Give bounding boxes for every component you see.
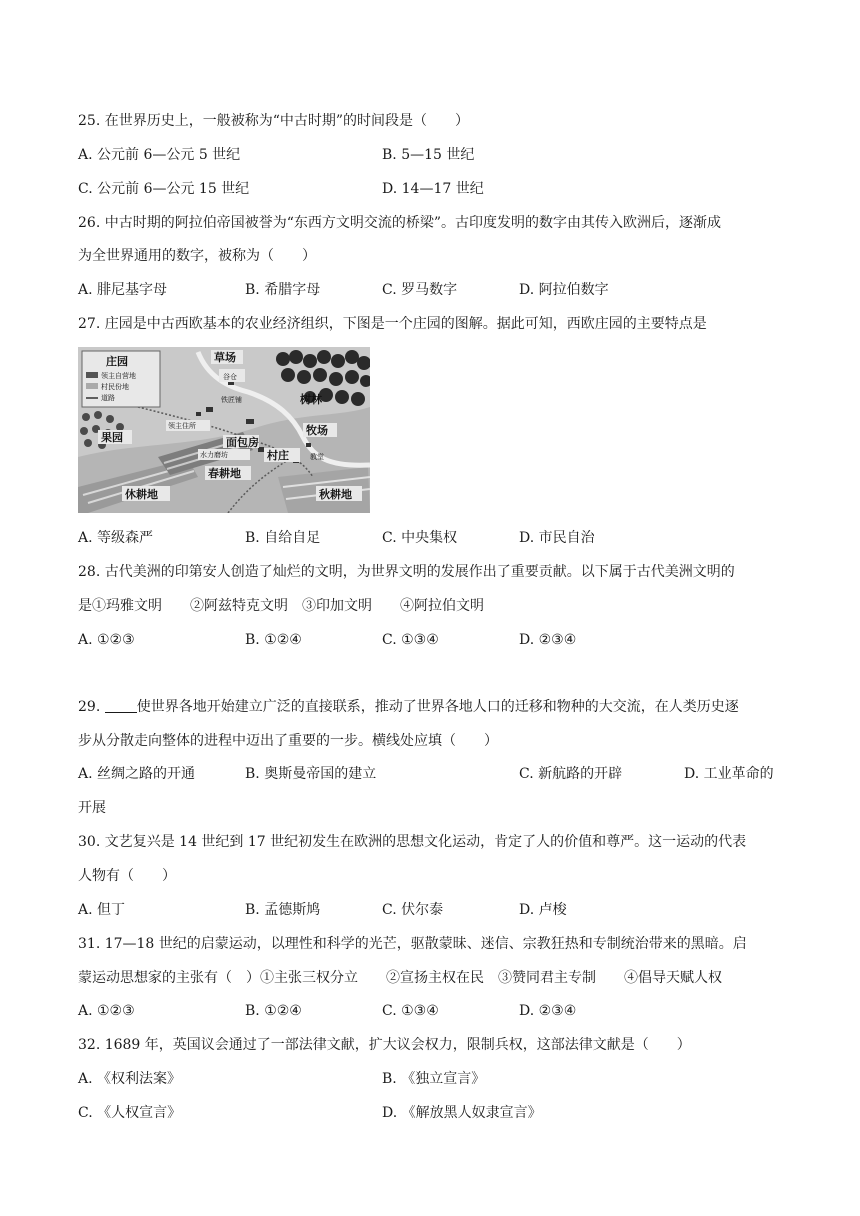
question-32-option-c[interactable]: C. 《人权宣言》 (78, 1105, 182, 1121)
label-lord-house: 领主住所 (168, 422, 196, 430)
question-29-stem-line-2: 步从分散走向整体的进程中迈出了重要的一步。横线处应填（ ） (78, 733, 498, 749)
question-28-stem-line-1: 28. 古代美洲的印第安人创造了灿烂的文明，为世界文明的发展作出了重要贡献。以下属于古代美洲文明的 (78, 564, 735, 580)
manor-map-image (78, 347, 370, 513)
question-29-stem-line-1 (78, 697, 739, 717)
question-29-option-b[interactable]: B. 奥斯曼帝国的建立 (245, 766, 377, 782)
label-fallow-field: 休耕地 (125, 488, 158, 501)
question-25-option-d[interactable]: D. 14—17 世纪 (382, 181, 484, 197)
label-church: 教堂 (310, 453, 324, 461)
question-26-option-d[interactable]: D. 阿拉伯数字 (519, 282, 609, 298)
question-31-option-c[interactable]: C. ①③④ (382, 1003, 439, 1019)
label-forest: 树林 (300, 393, 322, 406)
question-26-option-a[interactable]: A. 腓尼基字母 (78, 282, 168, 298)
label-smithy: 铁匠铺 (221, 396, 242, 404)
question-31-option-b[interactable]: B. ①②④ (245, 1003, 302, 1019)
label-autumn-field: 秋耕地 (319, 488, 352, 501)
question-31-stem-line-1: 31. 17—18 世纪的启蒙运动，以理性和科学的光芒，驱散蒙昧、迷信、宗教狂热和专制统治带来的黑暗。启 (78, 936, 747, 952)
legend-lord-demesne: 领主自营地 (101, 372, 136, 380)
question-27-option-a[interactable]: A. 等级森严 (78, 530, 154, 546)
question-27-option-d[interactable]: D. 市民自治 (519, 530, 595, 546)
question-30-option-b[interactable]: B. 孟德斯鸠 (245, 902, 321, 918)
legend-title: 庄园 (106, 355, 128, 368)
question-29-number: 29. (78, 699, 101, 715)
question-29-blank (105, 698, 137, 713)
question-29-stem-text: 使世界各地开始建立广泛的直接联系，推动了世界各地人口的迁移和物种的大交流，在人类历史逐 (136, 699, 739, 715)
question-31-stem-line-2: 蒙运动思想家的主张有（ ）①主张三权分立 ②宣扬主权在民 ③赞同君主专制 ④倡导天赋人权 (78, 970, 722, 986)
map-legend (82, 351, 160, 407)
label-granary: 谷仓 (223, 373, 237, 381)
question-29-option-d[interactable]: D. 工业革命的 (684, 766, 774, 782)
question-32-option-b[interactable]: B. 《独立宣言》 (382, 1071, 486, 1087)
question-27-option-b[interactable]: B. 自给自足 (245, 530, 321, 546)
manor-map-svg (78, 347, 370, 513)
question-25-option-a[interactable]: A. 公元前 6—公元 5 世纪 (78, 147, 241, 163)
legend-road: 道路 (101, 394, 115, 402)
question-28-stem-line-2: 是①玛雅文明 ②阿兹特克文明 ③印加文明 ④阿拉伯文明 (78, 598, 484, 614)
label-bakery: 面包房 (226, 436, 259, 449)
question-31-option-a[interactable]: A. ①②③ (78, 1003, 135, 1019)
question-29-option-a[interactable]: A. 丝绸之路的开通 (78, 766, 196, 782)
question-30-stem-line-1: 30. 文艺复兴是 14 世纪到 17 世纪初发生在欧洲的思想文化运动，肯定了人的价值和尊严。这一运动的代表 (78, 834, 747, 850)
question-25-option-b[interactable]: B. 5—15 世纪 (382, 147, 475, 163)
label-orchard: 果园 (101, 431, 123, 444)
question-28-option-a[interactable]: A. ①②③ (78, 632, 135, 648)
label-village: 村庄 (267, 449, 289, 462)
label-pasture: 牧场 (306, 424, 328, 437)
question-30-option-a[interactable]: A. 但丁 (78, 902, 126, 918)
question-26-stem-line-1: 26. 中古时期的阿拉伯帝国被誉为“东西方文明交流的桥梁”。古印度发明的数字由其传入欧洲后，逐渐成 (78, 215, 722, 231)
question-26-stem-line-2: 为全世界通用的数字，被称为（ ） (78, 248, 316, 264)
question-29-option-d-wrap: 开展 (78, 800, 106, 816)
question-32-option-a[interactable]: A. 《权利法案》 (78, 1071, 182, 1087)
question-25-option-c[interactable]: C. 公元前 6—公元 15 世纪 (78, 181, 250, 197)
question-26-option-b[interactable]: B. 希腊字母 (245, 282, 321, 298)
label-watermill: 水力磨坊 (200, 451, 228, 459)
label-spring-field: 春耕地 (208, 467, 241, 480)
legend-village-land: 村民份地 (101, 383, 129, 391)
question-29-option-c[interactable]: C. 新航路的开辟 (519, 766, 623, 782)
question-31-option-d[interactable]: D. ②③④ (519, 1003, 577, 1019)
question-30-option-c[interactable]: C. 伏尔泰 (382, 902, 444, 918)
question-25-stem: 25. 在世界历史上，一般被称为“中古时期”的时间段是（ ） (78, 113, 470, 129)
question-26-option-c[interactable]: C. 罗马数字 (382, 282, 458, 298)
question-28-option-d[interactable]: D. ②③④ (519, 632, 577, 648)
question-32-option-d[interactable]: D. 《解放黑人奴隶宣言》 (382, 1105, 542, 1121)
question-27-option-c[interactable]: C. 中央集权 (382, 530, 458, 546)
question-30-stem-line-2: 人物有（ ） (78, 868, 176, 884)
question-30-option-d[interactable]: D. 卢梭 (519, 902, 567, 918)
question-27-stem: 27. 庄园是中古西欧基本的农业经济组织，下图是一个庄园的图解。据此可知，西欧庄园的主要特点是 (78, 316, 707, 332)
question-32-stem: 32. 1689 年，英国议会通过了一部法律文献，扩大议会权力，限制兵权，这部法律文献是（ ） (78, 1037, 691, 1053)
label-meadow: 草场 (214, 351, 236, 364)
question-28-option-b[interactable]: B. ①②④ (245, 632, 302, 648)
question-28-option-c[interactable]: C. ①③④ (382, 632, 439, 648)
